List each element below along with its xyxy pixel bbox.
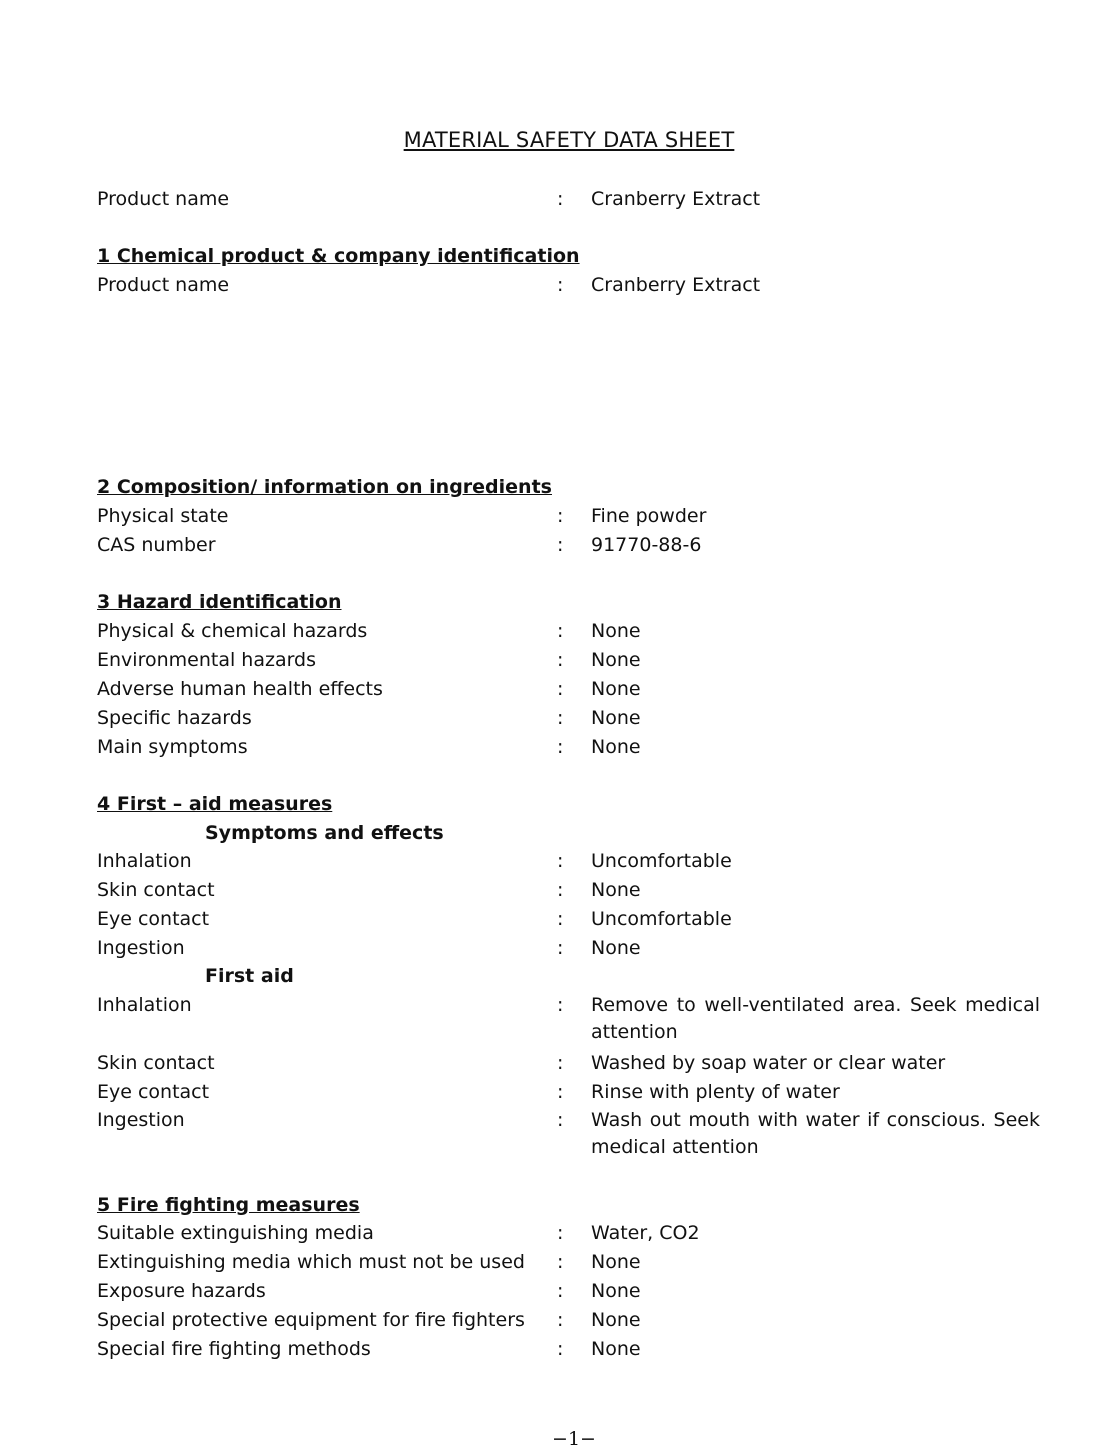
field-label: Eye contact <box>97 1081 210 1103</box>
separator: : <box>557 850 564 872</box>
separator: : <box>557 1081 564 1103</box>
field-label: Physical state <box>97 505 229 527</box>
field-value: None <box>591 678 641 700</box>
separator: : <box>557 879 564 901</box>
separator: : <box>557 1280 564 1302</box>
field-label: Eye contact <box>97 908 210 930</box>
field-value: None <box>591 620 641 642</box>
field-value: None <box>591 1251 641 1273</box>
field-label: Inhalation <box>97 850 192 872</box>
section-3-heading: 3 Hazard identification <box>97 591 342 613</box>
separator: : <box>557 908 564 930</box>
first-aid-subheading: First aid <box>205 965 294 987</box>
separator: : <box>557 1338 564 1360</box>
field-label: Product name <box>97 188 230 210</box>
separator: : <box>557 1222 564 1244</box>
separator: : <box>557 1109 564 1131</box>
separator: : <box>557 736 564 758</box>
field-label: Ingestion <box>97 1109 185 1131</box>
separator: : <box>557 649 564 671</box>
separator: : <box>557 620 564 642</box>
field-label: Suitable extinguishing media <box>97 1222 374 1244</box>
document-title: MATERIAL SAFETY DATA SHEET <box>403 128 735 152</box>
field-label: Special protective equipment for fire fighters <box>97 1309 525 1331</box>
field-label: Ingestion <box>97 937 185 959</box>
field-label: Extinguishing media which must not be used <box>97 1251 525 1273</box>
section-2-heading: 2 Composition/ information on ingredients <box>97 476 552 498</box>
field-label: Inhalation <box>97 994 192 1016</box>
separator: : <box>557 707 564 729</box>
field-value: Remove to well-ventilated area. Seek medical attention <box>591 994 1040 1043</box>
symptoms-subheading: Symptoms and effects <box>205 822 444 844</box>
field-value: Cranberry Extract <box>591 274 761 296</box>
field-label: Product name <box>97 274 230 296</box>
field-label: Specific hazards <box>97 707 252 729</box>
field-label: Exposure hazards <box>97 1280 266 1302</box>
page-number: −1− <box>552 1428 596 1450</box>
section-5-heading: 5 Fire fighting measures <box>97 1194 360 1216</box>
separator: : <box>557 1309 564 1331</box>
field-value: None <box>591 1280 641 1302</box>
field-value: Washed by soap water or clear water <box>591 1052 946 1074</box>
field-value: Rinse with plenty of water <box>591 1081 840 1103</box>
separator: : <box>557 937 564 959</box>
field-value: None <box>591 937 641 959</box>
field-label: Special fire fighting methods <box>97 1338 371 1360</box>
field-value: Water, CO2 <box>591 1222 700 1244</box>
field-value: None <box>591 649 641 671</box>
separator: : <box>557 534 564 556</box>
field-label: Adverse human health effects <box>97 678 383 700</box>
field-label: Skin contact <box>97 879 215 901</box>
field-label: Physical & chemical hazards <box>97 620 368 642</box>
field-value: Uncomfortable <box>591 908 732 930</box>
section-4-heading: 4 First – aid measures <box>97 793 333 815</box>
field-label: CAS number <box>97 534 216 556</box>
field-value: None <box>591 1309 641 1331</box>
field-label: Skin contact <box>97 1052 215 1074</box>
field-label: Environmental hazards <box>97 649 317 671</box>
field-value: 91770-88-6 <box>591 534 702 556</box>
separator: : <box>557 994 564 1016</box>
field-value: None <box>591 1338 641 1360</box>
field-value: Fine powder <box>591 505 707 527</box>
separator: : <box>557 1052 564 1074</box>
separator: : <box>557 1251 564 1273</box>
field-value: Wash out mouth with water if conscious. Seek medical attention <box>591 1109 1040 1158</box>
field-value: Uncomfortable <box>591 850 732 872</box>
field-value: None <box>591 736 641 758</box>
section-1-heading: 1 Chemical product & company identification <box>97 245 580 267</box>
field-value: None <box>591 879 641 901</box>
separator: : <box>557 505 564 527</box>
separator: : <box>557 678 564 700</box>
separator: : <box>557 274 564 296</box>
separator: : <box>557 188 564 210</box>
field-value: Cranberry Extract <box>591 188 761 210</box>
field-value: None <box>591 707 641 729</box>
field-label: Main symptoms <box>97 736 248 758</box>
